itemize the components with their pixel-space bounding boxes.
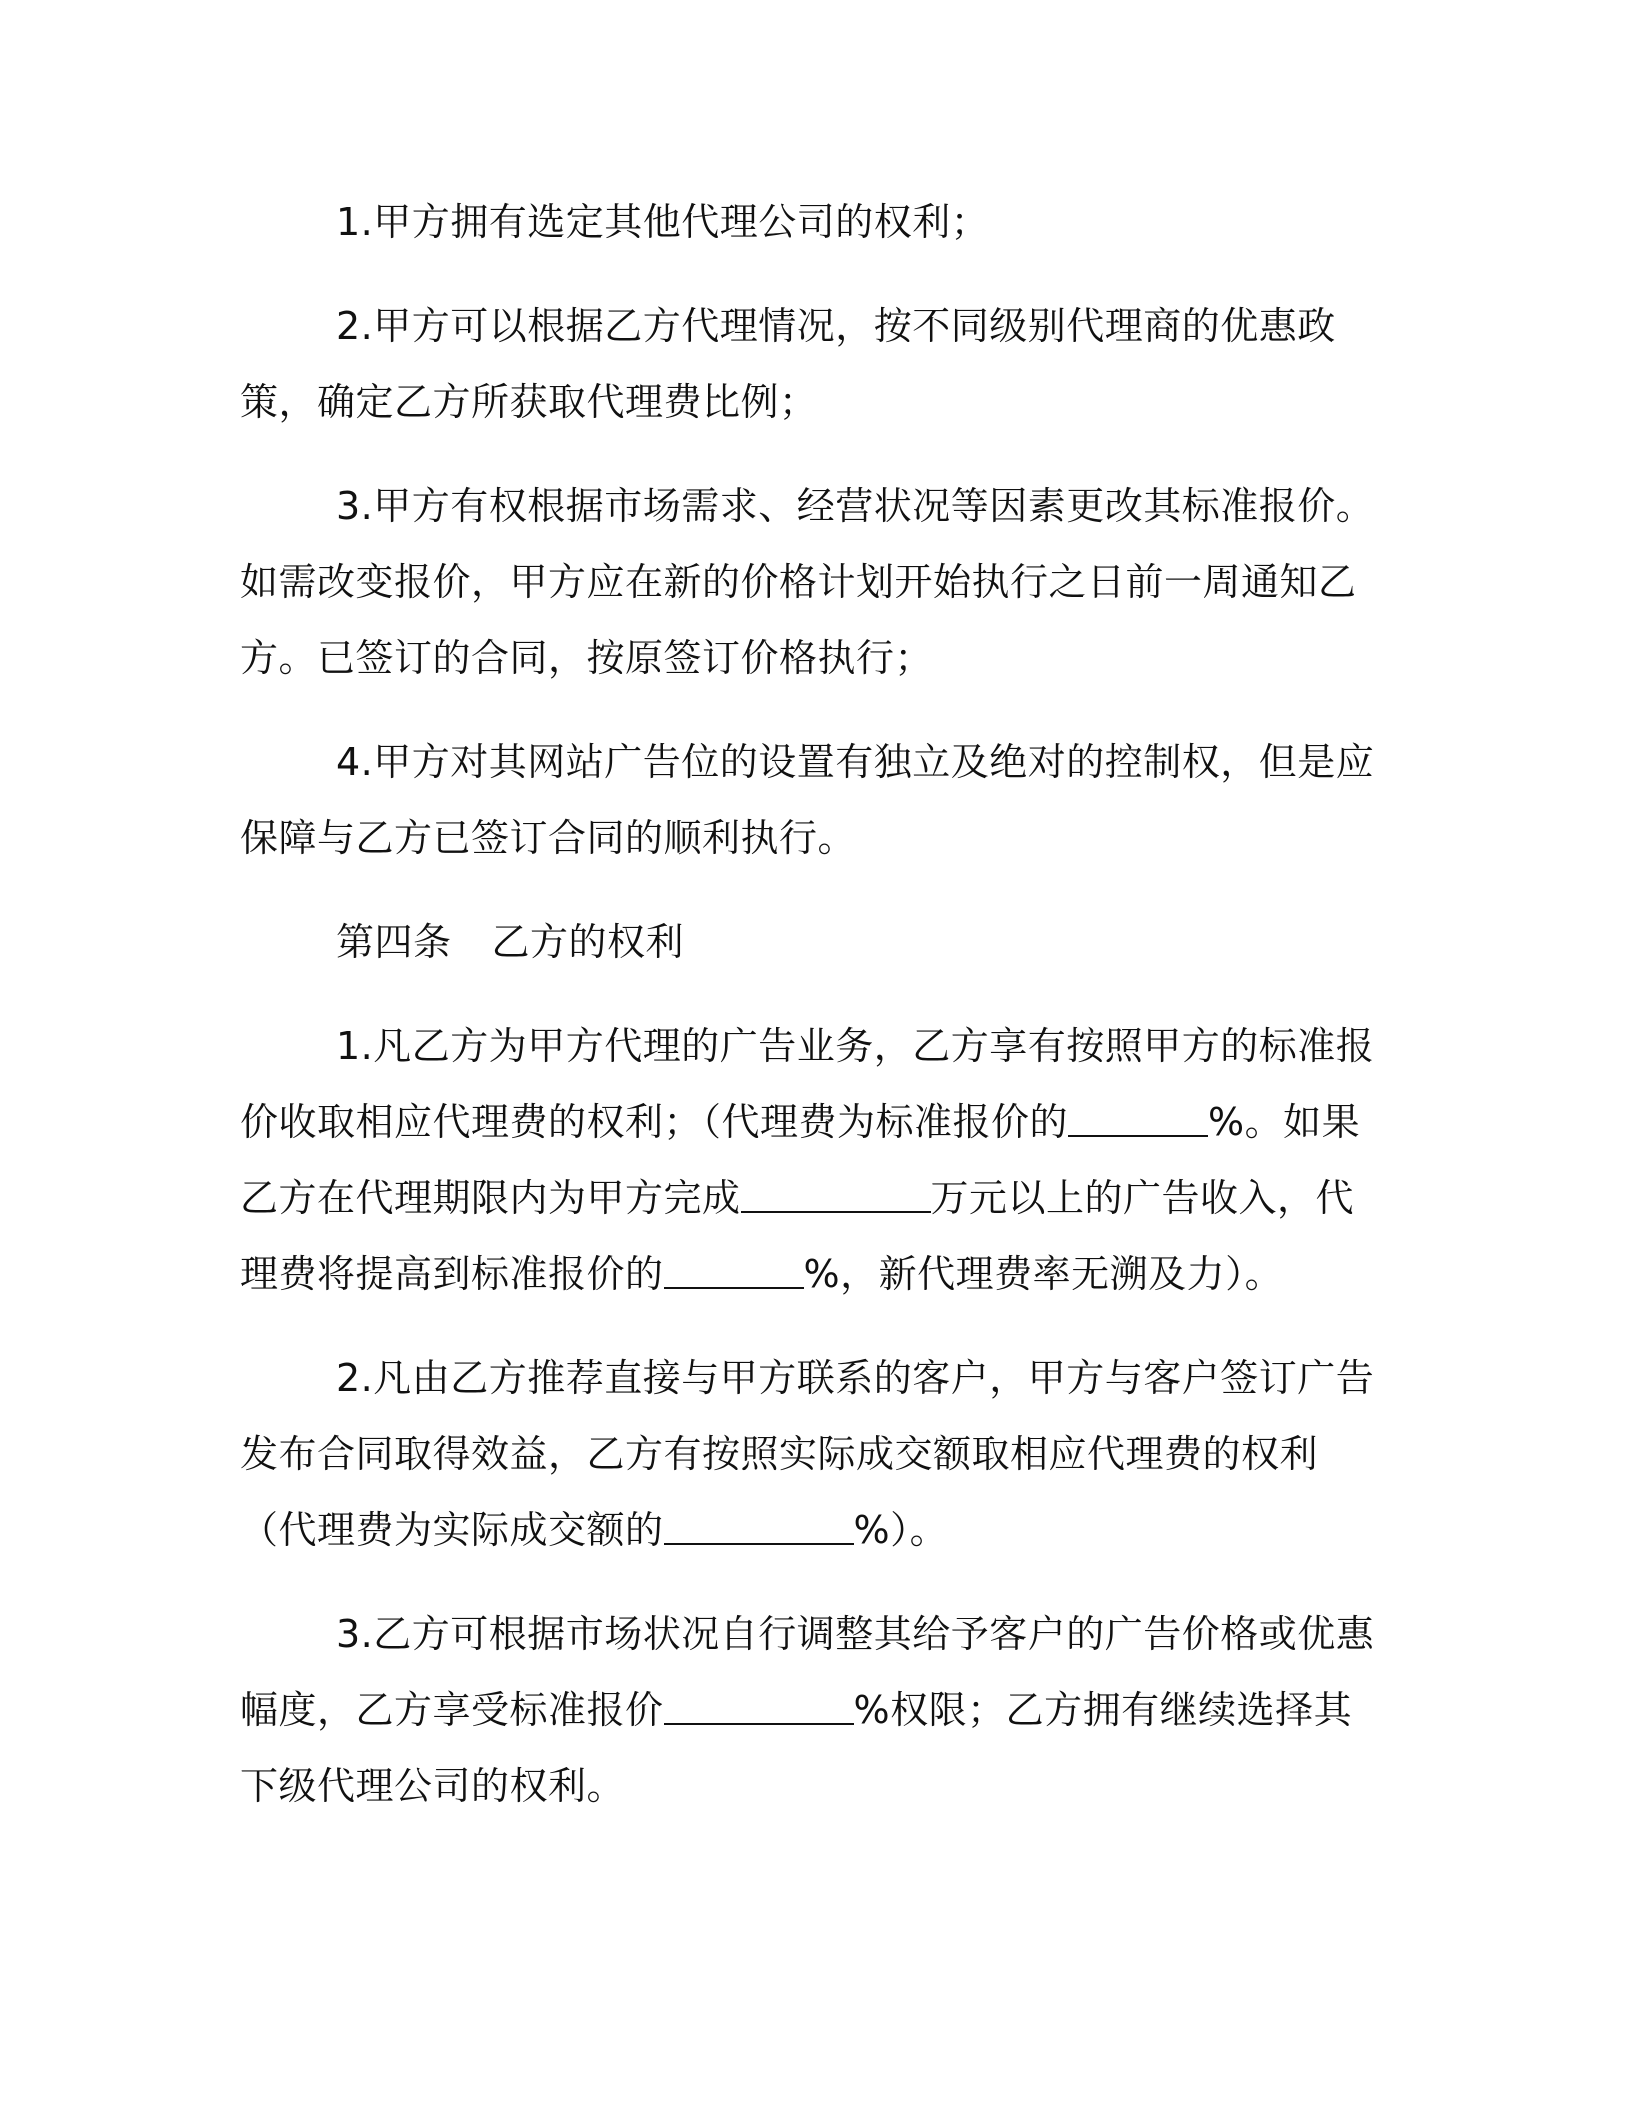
section-title: 乙方的权利 (491, 920, 685, 964)
clause-paragraph-2: 2.甲方可以根据乙方代理情况，按不同级别代理商的优惠政策，确定乙方所获取代理费比例； (240, 304, 1336, 424)
section-heading (240, 904, 1390, 980)
right-item-3 (240, 1596, 1390, 1824)
right-item-1-text-c: 万元以上的广告收入，代理费将提高到标准报价的 (240, 1176, 1355, 1296)
document-body (240, 184, 1390, 1824)
right-item-2 (240, 1340, 1390, 1568)
section-number: 第四条 (336, 920, 452, 964)
fill-blank-price-authority[interactable] (664, 1689, 854, 1725)
right-item-3-text-b: %权限；乙方拥有继续选择其下级代理公司的权利。 (240, 1688, 1353, 1808)
right-item-2-text-a: 2.凡由乙方推荐直接与甲方联系的客户，甲方与客户签订广告发布合同取得效益，乙方有按照实际成交额取相应代理费的权利（代理费为实际成交额的 (240, 1356, 1375, 1552)
fill-blank-commission-rate[interactable] (1068, 1101, 1208, 1137)
right-item-2-text-b: %）。 (853, 1508, 949, 1552)
fill-blank-raised-rate[interactable] (664, 1253, 804, 1289)
right-item-1-text-a: 1.凡乙方为甲方代理的广告业务，乙方享有按照甲方的标准报价收取相应代理费的权利；（代理费为标准报价的 (240, 1024, 1375, 1144)
fill-blank-revenue-amount[interactable] (741, 1177, 931, 1213)
clause-paragraph-3: 3.甲方有权根据市场需求、经营状况等因素更改其标准报价。如需改变报价，甲方应在新的价格计划开始执行之日前一周通知乙方。已签订的合同，按原签订价格执行； (240, 484, 1375, 680)
right-item-1 (240, 1008, 1390, 1312)
clause-paragraph-1: 1.甲方拥有选定其他代理公司的权利； (336, 200, 990, 244)
right-item-1-text-b: %。如果乙方在代理期限内为甲方完成 (240, 1100, 1361, 1220)
clause-paragraph-4: 4.甲方对其网站广告位的设置有独立及绝对的控制权，但是应保障与乙方已签订合同的顺利执行。 (240, 740, 1375, 860)
right-item-3-text-a: 3.乙方可根据市场状况自行调整其给予客户的广告价格或优惠幅度，乙方享受标准报价 (240, 1612, 1375, 1732)
right-item-1-text-d: %，新代理费率无溯及力）。 (803, 1252, 1284, 1296)
fill-blank-deal-rate[interactable] (664, 1509, 854, 1545)
